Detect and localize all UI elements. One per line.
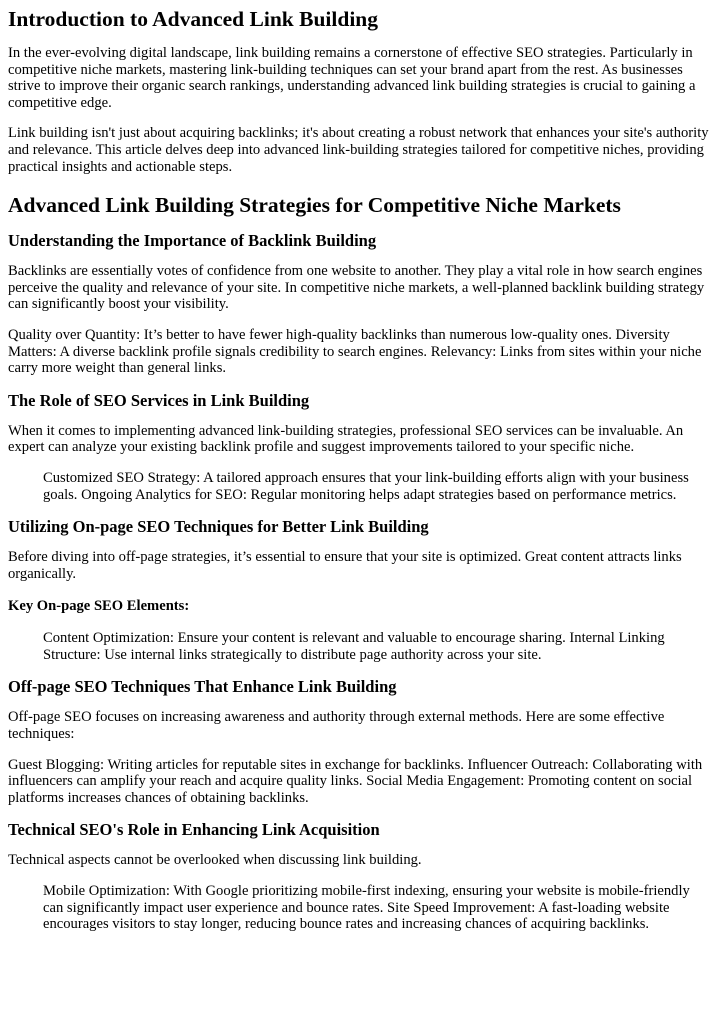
body-paragraph: Technical aspects cannot be overlooked when discussing link building. [8,852,422,869]
indented-list: Content Optimization: Ensure your content is relevant and valuable to encourage sharing. Internal Linking Structure: Use internal links strategically to distribute page authority across your site. [43,630,665,663]
body-paragraph: Before diving into off-page strategies, it’s essential to ensure that your site is optimized. Great content attracts links organically. [8,549,682,582]
indented-list: Mobile Optimization: With Google prioritizing mobile-first indexing, ensuring your website is mobile-friendly can significantly impact user experience and bounce rates. Site Speed Improvement: A fast-loading website encourages visitors to stay longer, reducing bounce rates and increasing chances of acquiring backlinks. [43,883,690,933]
section-heading-backlink-importance: Understanding the Importance of Backlink Building [8,231,377,251]
subheading-key-elements: Key On-page SEO Elements: [8,598,190,615]
body-paragraph: Quality over Quantity: It’s better to have fewer high-quality backlinks than numerous low-quality ones. Diversity Matters: A diverse backlink profile signals credibility to search engines. Relevancy: Links from sites within your niche carry more weight than general links. [8,326,702,377]
section-heading-onpage-seo: Utilizing On-page SEO Techniques for Better Link Building [8,517,429,537]
intro-paragraph: In the ever-evolving digital landscape, link building remains a cornerstone of effective SEO strategies. Particularly in competitive niche markets, mastering link-building techniques can set your brand apart from the rest. As businesses strive to improve their organic search rankings, understanding advanced link building strategies is crucial to gaining a competitive edge. [8,45,696,111]
section-heading-offpage-seo: Off-page SEO Techniques That Enhance Link Building [8,677,397,697]
section-heading-technical-seo: Technical SEO's Role in Enhancing Link Acquisition [8,820,380,840]
body-paragraph: Guest Blogging: Writing articles for reputable sites in exchange for backlinks. Influencer Outreach: Collaborating with influencers can amplify your reach and acquire quality links. Social Media Engagement: Promoting content on social platforms increases chances of obtaining backlinks. [8,756,703,806]
body-paragraph: Off-page SEO focuses on increasing awareness and authority through external methods. Here are some effective techniques: [8,709,665,743]
body-paragraph: When it comes to implementing advanced link-building strategies, professional SEO services can be invaluable. An expert can analyze your existing backlink profile and suggest improvements tailored to your specific niche. [8,422,684,456]
section-heading-seo-services: The Role of SEO Services in Link Building [8,390,310,410]
section-title: Advanced Link Building Strategies for Competitive Niche Markets [8,193,621,218]
body-paragraph: Backlinks are essentially votes of confidence from one website to another. They play a vital role in how search engines perceive the quality and relevance of your site. In competitive niche markets, a well-planned backlink building strategy can significantly boost your visibility. [8,263,705,313]
article [0,7,720,933]
article-title: Introduction to Advanced Link Building [8,7,379,31]
intro-paragraph: Link building isn't just about acquiring backlinks; it's about creating a robust network that enhances your site's authority and relevance. This article delves deep into advanced link-building strategies tailored for competitive niches, providing practical insights and actionable steps. [8,125,709,175]
indented-list: Customized SEO Strategy: A tailored approach ensures that your link-building efforts align with your business goals. Ongoing Analytics for SEO: Regular monitoring helps adapt strategies based on performance metrics. [43,469,689,503]
